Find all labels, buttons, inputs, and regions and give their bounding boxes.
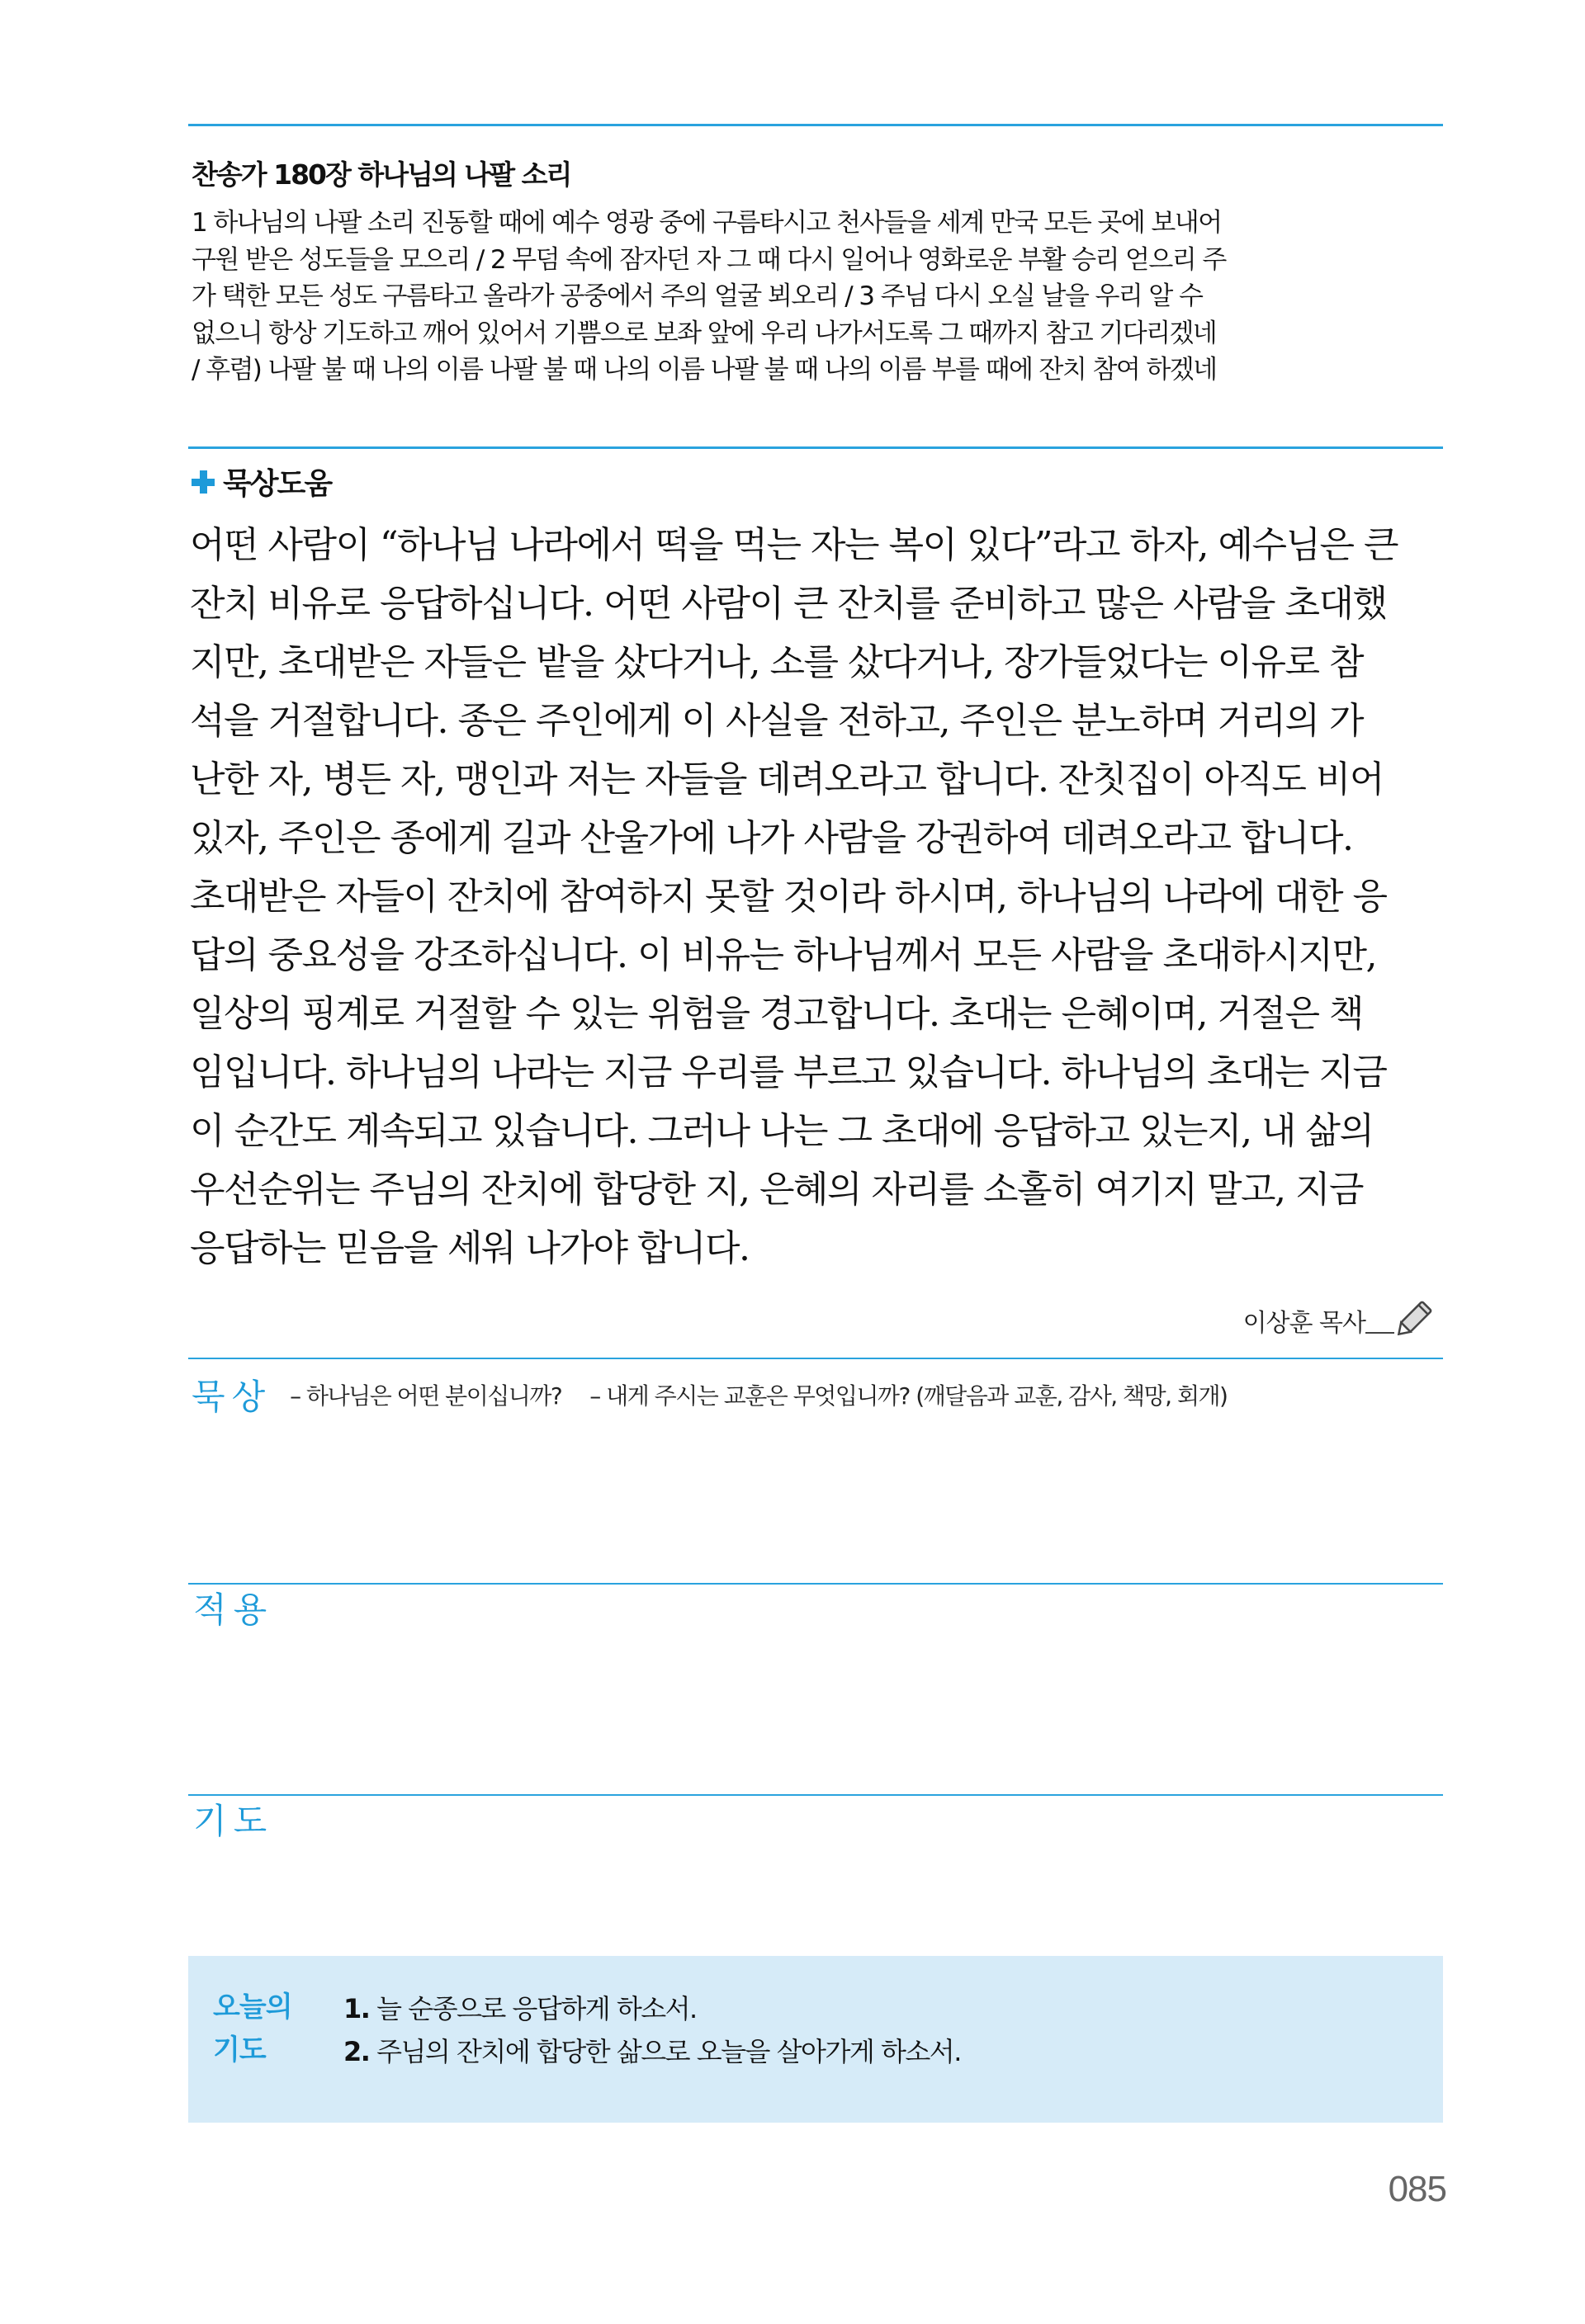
hymn-divider	[188, 446, 1443, 449]
author-name: 이상훈 목사	[1242, 1309, 1365, 1338]
body-line: 임입니다. 하나님의 나라는 지금 우리를 부르고 있습니다. 하나님의 초대는 지금	[190, 1051, 1387, 1094]
meditation-help-body	[190, 516, 1453, 1278]
meditation-row	[192, 1370, 1227, 1419]
hymn-line: 가 택한 모든 성도 구름타고 올라가 공중에서 주의 얼굴 뵈오리 / 3 주님 다시 오실 날을 우리 알 수	[192, 281, 1203, 311]
plus-icon	[192, 470, 215, 494]
item-number: 1.	[343, 1993, 370, 2024]
body-line: 난한 자, 병든 자, 맹인과 저는 자들을 데려오라고 합니다. 잔칫집이 아직도 비어	[190, 758, 1384, 801]
hymn-line: 없으니 항상 기도하고 깨어 있어서 기쁨으로 보좌 앞에 우리 나가서도록 그 때까지 참고 기다리겠네	[192, 318, 1217, 348]
top-divider	[188, 124, 1443, 126]
hymn-lyrics	[192, 205, 1446, 389]
body-line: 잔치 비유로 응답하십니다. 어떤 사람이 큰 잔치를 준비하고 많은 사람을 초대했	[190, 583, 1387, 625]
meditation-question: – 내게 주시는 교훈은 무엇입니까? (깨달음과 교훈, 감사, 책망, 회개)	[589, 1382, 1228, 1410]
body-line: 지만, 초대받은 자들은 밭을 샀다거나, 소를 샀다거나, 장가들었다는 이유로 참	[190, 641, 1363, 683]
body-line: 석을 거절합니다. 종은 주인에게 이 사실을 전하고, 주인은 분노하며 거리의 가	[190, 700, 1363, 742]
label-line: 오늘의	[213, 1991, 292, 2024]
todays-prayer-box	[188, 1956, 1443, 2123]
prayer-item	[343, 1987, 961, 2030]
body-line: 있자, 주인은 종에게 길과 산울가에 나가 사람을 강권하여 데려오라고 합니다.	[190, 817, 1353, 859]
body-line: 초대받은 자들이 잔치에 참여하지 못할 것이라 하시며, 하나님의 나라에 대한 응	[190, 876, 1387, 918]
page-number: 085	[1388, 2169, 1446, 2209]
todays-prayer-label	[213, 1986, 292, 2071]
hymn-title: 찬송가 180장 하나님의 나팔 소리	[192, 158, 571, 191]
application-divider	[188, 1583, 1443, 1585]
section-title: 묵상도움	[223, 467, 332, 501]
author-signature	[1243, 1296, 1441, 1339]
meditation-divider	[188, 1358, 1443, 1359]
meditation-label: 묵상	[192, 1377, 272, 1417]
item-text: 주님의 잔치에 합당한 삶으로 오늘을 살아가게 하소서.	[369, 2036, 961, 2067]
hymn-line: / 후렴) 나팔 불 때 나의 이름 나팔 불 때 나의 이름 나팔 불 때 나의 이름 부를 때에 잔치 참여 하겠네	[192, 355, 1217, 385]
item-number: 2.	[343, 2036, 370, 2067]
label-line: 기도	[213, 2034, 266, 2067]
body-line: 답의 중요성을 강조하십니다. 이 비유는 하나님께서 모든 사람을 초대하시지만,	[190, 934, 1376, 976]
hymn-line: 구원 받은 성도들을 모으리 / 2 무덤 속에 잠자던 자 그 때 다시 일어나 영화로운 부활 승리 얻으리 주	[192, 244, 1226, 275]
body-line: 어떤 사람이 “하나님 나라에서 떡을 먹는 자는 복이 있다”라고 하자, 예수님은 큰	[190, 524, 1398, 566]
prayer-items	[343, 1987, 961, 2073]
pencil-icon	[1394, 1296, 1441, 1339]
prayer-item	[343, 2030, 961, 2073]
meditation-question: – 하나님은 어떤 분이십니까?	[290, 1382, 562, 1410]
body-line: 우선순위는 주님의 잔치에 합당한 지, 은혜의 자리를 소홀히 여기지 말고, 지금	[190, 1169, 1363, 1211]
body-line: 일상의 핑계로 거절할 수 있는 위험을 경고합니다. 초대는 은혜이며, 거절은 책	[190, 993, 1363, 1035]
prayer-label: 기도	[193, 1801, 274, 1841]
hymn-line: 1 하나님의 나팔 소리 진동할 때에 예수 영광 중에 구름타시고 천사들을 세계 만국 모든 곳에 보내어	[192, 208, 1222, 238]
meditation-help-heading	[192, 461, 331, 503]
body-line: 이 순간도 계속되고 있습니다. 그러나 나는 그 초대에 응답하고 있는지, 내 삶의	[190, 1110, 1374, 1152]
prayer-divider	[188, 1794, 1443, 1796]
signature-line	[1365, 1332, 1394, 1334]
application-label: 적용	[193, 1589, 274, 1630]
body-line: 응답하는 믿음을 세워 나가야 합니다.	[190, 1227, 750, 1269]
item-text: 늘 순종으로 응답하게 하소서.	[369, 1993, 697, 2024]
